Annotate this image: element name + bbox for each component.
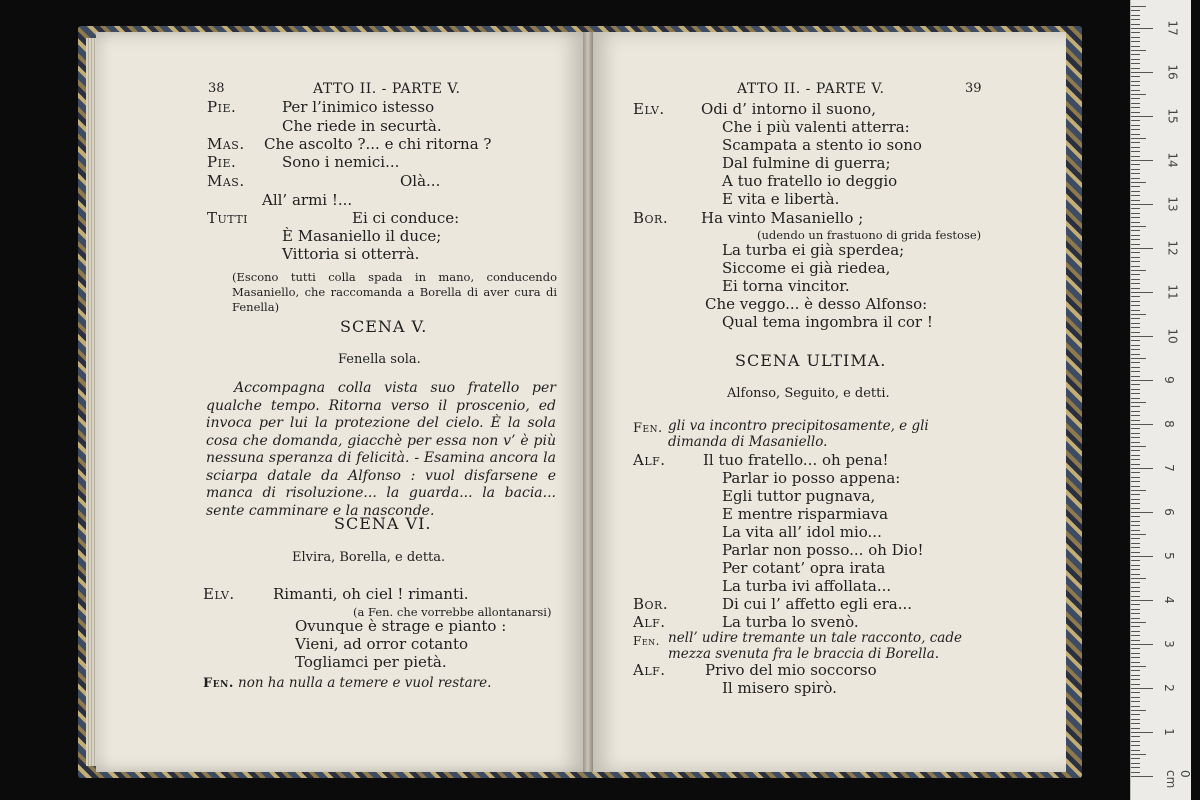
speaker-label: Pie. xyxy=(207,98,237,116)
ruler-tick xyxy=(1131,217,1140,218)
verse-line: E mentre risparmiava xyxy=(722,505,889,523)
ruler-tick xyxy=(1131,552,1140,553)
page-number: 39 xyxy=(965,81,982,96)
scene-cast: Elvira, Borella, e detta. xyxy=(292,550,446,565)
stage-direction: gli va incontro precipitosamente, e gli dimanda di Masaniello. xyxy=(668,418,929,450)
ruler-tick xyxy=(1131,534,1146,535)
verse-line: Che riede in securtà. xyxy=(282,117,442,135)
ruler-label: 2 xyxy=(1161,684,1176,692)
ruler-tick xyxy=(1131,94,1146,95)
verse-line: Parlar io posso appena: xyxy=(722,469,901,487)
ruler-label: 11 xyxy=(1165,284,1180,300)
ruler-tick xyxy=(1131,15,1140,16)
ruler-tick xyxy=(1131,116,1153,117)
ruler-tick xyxy=(1131,261,1140,262)
ruler-tick xyxy=(1131,10,1140,11)
ruler-tick xyxy=(1131,151,1140,152)
ruler-tick xyxy=(1131,692,1140,693)
speaker-label: Alf. xyxy=(633,661,666,679)
ruler-tick xyxy=(1131,503,1140,504)
ruler-tick xyxy=(1131,191,1140,192)
scene-cast: Alfonso, Seguito, e detti. xyxy=(727,386,890,401)
running-head: ATTO II. - PARTE V. xyxy=(313,81,461,97)
ruler-tick xyxy=(1131,129,1140,130)
ruler-label: 3 xyxy=(1161,640,1176,648)
ruler-tick xyxy=(1131,604,1140,605)
ruler-tick xyxy=(1131,706,1140,707)
ruler-tick xyxy=(1131,393,1140,394)
ruler-tick xyxy=(1131,54,1140,55)
ruler-tick xyxy=(1131,582,1140,583)
ruler-tick xyxy=(1131,613,1140,614)
ruler-tick xyxy=(1131,442,1140,443)
running-head: ATTO II. - PARTE V. xyxy=(737,81,885,97)
ruler-tick xyxy=(1131,213,1140,214)
verse-line: È Masaniello il duce; xyxy=(282,227,442,245)
ruler-tick xyxy=(1131,745,1140,746)
ruler-tick xyxy=(1131,50,1146,51)
speaker-label: Mas. xyxy=(207,172,245,190)
ruler-tick xyxy=(1131,662,1140,663)
ruler-tick xyxy=(1131,750,1140,751)
ruler-tick xyxy=(1131,46,1140,47)
verse-line: Privo del mio soccorso xyxy=(705,661,877,679)
ruler-label: 1 xyxy=(1161,728,1176,736)
speaker-label: Bor. xyxy=(633,595,669,613)
ruler-tick xyxy=(1131,327,1140,328)
ruler-tick xyxy=(1131,340,1140,341)
ruler-tick xyxy=(1131,252,1140,253)
verse-line: E vita e libertà. xyxy=(722,190,840,208)
ruler-tick xyxy=(1131,455,1140,456)
ruler-tick xyxy=(1131,76,1140,77)
ruler-tick xyxy=(1131,710,1146,711)
ruler-label: 0 cm xyxy=(1164,770,1192,789)
ruler-tick xyxy=(1131,301,1140,302)
speaker-label: Fen. xyxy=(633,634,660,648)
verse-line: Odi d’ intorno il suono, xyxy=(701,100,876,118)
verse-line: Che ascolto ?... e chi ritorna ? xyxy=(264,135,492,153)
ruler-tick xyxy=(1131,494,1140,495)
ruler-tick xyxy=(1131,468,1153,469)
ruler-tick xyxy=(1131,186,1140,187)
ruler-tick xyxy=(1131,574,1140,575)
ruler-label: 5 xyxy=(1161,552,1176,560)
ruler-tick xyxy=(1131,112,1140,113)
verse-line: Che veggo... è desso Alfonso: xyxy=(705,295,928,313)
ruler-tick xyxy=(1131,763,1140,764)
ruler-tick xyxy=(1131,336,1153,337)
ruler-tick xyxy=(1131,719,1140,720)
ruler-tick xyxy=(1131,679,1140,680)
ruler-tick xyxy=(1131,578,1146,579)
ruler-tick xyxy=(1131,160,1153,161)
ruler-tick xyxy=(1131,156,1140,157)
ruler-tick xyxy=(1131,512,1153,513)
ruler-tick xyxy=(1131,402,1146,403)
ruler-tick xyxy=(1131,684,1140,685)
verse-line: Di cui l’ affetto egli era... xyxy=(722,595,913,613)
ruler-tick xyxy=(1131,24,1140,25)
scene-cast: Fenella sola. xyxy=(338,352,421,367)
ruler-tick xyxy=(1131,28,1153,29)
ruler-tick xyxy=(1131,626,1140,627)
ruler-tick xyxy=(1131,63,1140,64)
verse-line: Togliamci per pietà. xyxy=(295,653,447,671)
ruler-tick xyxy=(1131,714,1140,715)
ruler-tick xyxy=(1131,266,1140,267)
ruler-tick xyxy=(1131,670,1140,671)
ruler-tick xyxy=(1131,248,1153,249)
ruler-tick xyxy=(1131,569,1140,570)
stage-direction: (Escono tutti colla spada in mano, conducendo Masaniello, che raccomanda a Borella di aver cura di Fenella) xyxy=(232,270,557,314)
stage-direction: (udendo un frastuono di grida festose) xyxy=(757,228,982,242)
speaker-label: Alf. xyxy=(633,451,666,469)
ruler-tick xyxy=(1131,208,1140,209)
ruler-tick xyxy=(1131,398,1140,399)
ruler-tick xyxy=(1131,292,1153,293)
ruler-tick xyxy=(1131,587,1140,588)
ruler-tick xyxy=(1131,204,1153,205)
ruler-tick xyxy=(1131,437,1140,438)
ruler-tick xyxy=(1131,384,1140,385)
ruler-tick xyxy=(1131,349,1140,350)
ruler-tick xyxy=(1131,521,1140,522)
ruler-tick xyxy=(1131,323,1140,324)
ruler-tick xyxy=(1131,433,1140,434)
ruler-tick xyxy=(1131,72,1153,73)
ruler-tick xyxy=(1131,609,1140,610)
ruler-tick xyxy=(1131,59,1140,60)
ruler-tick xyxy=(1131,235,1140,236)
ruler-tick xyxy=(1131,380,1153,381)
speaker-label: Tutti xyxy=(207,209,248,227)
ruler-tick xyxy=(1131,736,1140,737)
verse-line: Scampata a stento io sono xyxy=(722,136,922,154)
verse-line: Egli tuttor pugnava, xyxy=(722,487,876,505)
ruler-label: 6 xyxy=(1161,508,1176,516)
verse-line: Rimanti, oh ciel ! rimanti. xyxy=(273,585,469,603)
ruler-tick xyxy=(1131,296,1140,297)
ruler-tick xyxy=(1131,244,1140,245)
measurement-ruler xyxy=(1130,0,1191,800)
ruler-tick xyxy=(1131,446,1146,447)
verse-line: Ei torna vincitor. xyxy=(722,277,850,295)
ruler-tick xyxy=(1131,120,1140,121)
ruler-tick xyxy=(1131,728,1140,729)
ruler-tick xyxy=(1131,758,1140,759)
verse-line: Per cotant’ opra irata xyxy=(722,559,886,577)
ruler-label: 13 xyxy=(1165,196,1180,212)
page-number: 38 xyxy=(208,81,225,96)
ruler-tick xyxy=(1131,648,1140,649)
ruler-tick xyxy=(1131,450,1140,451)
ruler-tick xyxy=(1131,19,1140,20)
ruler-tick xyxy=(1131,90,1140,91)
verse-line: Ovunque è strage e pianto : xyxy=(295,617,507,635)
verse-line: Sono i nemici... xyxy=(282,153,400,171)
ruler-tick xyxy=(1131,556,1153,557)
ruler-tick xyxy=(1131,767,1140,768)
ruler-tick xyxy=(1131,675,1140,676)
verse-line: A tuo fratello io deggio xyxy=(722,172,898,190)
ruler-label: 4 xyxy=(1161,596,1176,604)
verse-line: Ei ci conduce: xyxy=(352,209,460,227)
ruler-tick xyxy=(1131,428,1140,429)
ruler-tick xyxy=(1131,318,1140,319)
ruler-tick xyxy=(1131,362,1140,363)
ruler-tick xyxy=(1131,332,1140,333)
ruler-tick xyxy=(1131,200,1140,201)
ruler-tick xyxy=(1131,81,1140,82)
ruler-tick xyxy=(1131,389,1140,390)
verse-line: La vita all’ idol mio... xyxy=(722,523,882,541)
ruler-tick xyxy=(1131,591,1140,592)
verse-line: Olà... xyxy=(400,172,441,190)
verse-line: Parlar non posso... oh Dio! xyxy=(722,541,924,559)
ruler-tick xyxy=(1131,195,1140,196)
ruler-tick xyxy=(1131,37,1140,38)
verse-line: Qual tema ingombra il cor ! xyxy=(722,313,933,331)
book-spine xyxy=(583,32,593,772)
ruler-tick xyxy=(1131,701,1140,702)
ruler-tick xyxy=(1131,173,1140,174)
ruler-tick xyxy=(1131,464,1140,465)
speaker-label: Fen. xyxy=(203,676,234,691)
ruler-tick xyxy=(1131,98,1140,99)
ruler-tick xyxy=(1131,543,1140,544)
speaker-label: Elv. xyxy=(203,585,235,603)
stage-direction: non ha nulla a temere e vuol restare. xyxy=(238,675,492,691)
ruler-tick xyxy=(1131,499,1140,500)
ruler-tick xyxy=(1131,477,1140,478)
ruler-tick xyxy=(1131,354,1140,355)
ruler-tick xyxy=(1131,622,1146,623)
ruler-tick xyxy=(1131,169,1140,170)
ruler-label: 9 xyxy=(1161,376,1176,384)
ruler-tick xyxy=(1131,565,1140,566)
ruler-tick xyxy=(1131,32,1140,33)
ruler-tick xyxy=(1131,481,1140,482)
ruler-tick xyxy=(1131,279,1140,280)
ruler-tick xyxy=(1131,666,1146,667)
ruler-tick xyxy=(1131,644,1153,645)
ruler-tick xyxy=(1131,138,1146,139)
ruler-tick xyxy=(1131,41,1140,42)
speaker-label: Pie. xyxy=(207,153,237,171)
verse-line: Dal fulmine di guerra; xyxy=(722,154,891,172)
ruler-tick xyxy=(1131,411,1140,412)
verse-line: Che i più valenti atterra: xyxy=(722,118,910,136)
ruler-tick xyxy=(1131,270,1146,271)
stage-direction: nell’ udire tremante un tale racconto, cade mezza svenuta fra le braccia di Borella. xyxy=(668,630,962,662)
ruler-tick xyxy=(1131,182,1146,183)
ruler-tick xyxy=(1131,345,1140,346)
ruler-tick xyxy=(1131,525,1140,526)
ruler-tick xyxy=(1131,776,1153,777)
verse-line: Ha vinto Masaniello ; xyxy=(701,209,864,227)
scene-title: SCENA ULTIMA. xyxy=(735,351,887,370)
ruler-tick xyxy=(1131,618,1140,619)
ruler-tick xyxy=(1131,596,1140,597)
scene-description: Accompagna colla vista suo fratello per qualche tempo. Ritorna verso il proscenio, ed invoca per lui la protezione del cielo. È la sola cosa che domanda, giacchè per essa non v’ è più nessuna speranza di felicità. - Esamina ancora la sciarpa datale da Alfonso : vuol disfarsene e manca di risoluzione... la guarda... la bacia... sente camminare e la nasconde. xyxy=(206,380,556,519)
ruler-label: 8 xyxy=(1161,420,1176,428)
verse-line: La turba ivi affollata... xyxy=(722,577,892,595)
ruler-tick xyxy=(1131,772,1140,773)
speaker-label: Fen. xyxy=(633,421,663,436)
verse-line: Il tuo fratello... oh pena! xyxy=(703,451,889,469)
ruler-label: 12 xyxy=(1165,240,1180,256)
speaker-label: Mas. xyxy=(207,135,245,153)
scene-title: SCENA V. xyxy=(340,317,428,336)
verse-line: La turba ei già sperdea; xyxy=(722,241,905,259)
ruler-tick xyxy=(1131,358,1146,359)
stage-direction: (a Fen. che vorrebbe allontanarsi) xyxy=(353,605,552,619)
verse-line: Il misero spirò. xyxy=(722,679,837,697)
ruler-tick xyxy=(1131,486,1140,487)
ruler-tick xyxy=(1131,103,1140,104)
ruler-tick xyxy=(1131,239,1140,240)
ruler-tick xyxy=(1131,222,1140,223)
ruler-tick xyxy=(1131,723,1140,724)
ruler-label: 15 xyxy=(1165,108,1180,124)
ruler-tick xyxy=(1131,85,1140,86)
ruler-tick xyxy=(1131,371,1140,372)
ruler-tick xyxy=(1131,134,1140,135)
ruler-tick xyxy=(1131,653,1140,654)
ruler-tick xyxy=(1131,125,1140,126)
ruler-tick xyxy=(1131,310,1140,311)
ruler-tick xyxy=(1131,226,1146,227)
ruler-tick xyxy=(1131,283,1140,284)
verse-line: Vieni, ad orror cotanto xyxy=(295,635,469,653)
ruler-label: 14 xyxy=(1165,152,1180,168)
ruler-tick xyxy=(1131,415,1140,416)
ruler-tick xyxy=(1131,732,1153,733)
ruler-tick xyxy=(1131,424,1153,425)
ruler-tick xyxy=(1131,274,1140,275)
verse-line: Per l’inimico istesso xyxy=(282,98,435,116)
ruler-tick xyxy=(1131,376,1140,377)
ruler-tick xyxy=(1131,68,1140,69)
ruler-label: 10 xyxy=(1165,328,1180,344)
ruler-tick xyxy=(1131,754,1146,755)
ruler-tick xyxy=(1131,164,1140,165)
ruler-tick xyxy=(1131,107,1140,108)
ruler-tick xyxy=(1131,508,1140,509)
verse-line: All’ armi !... xyxy=(262,191,353,209)
ruler-tick xyxy=(1131,600,1153,601)
ruler-tick xyxy=(1131,147,1140,148)
ruler-tick xyxy=(1131,406,1140,407)
verse-line: Vittoria si otterrà. xyxy=(282,245,420,263)
ruler-tick xyxy=(1131,6,1146,7)
ruler-label: 7 xyxy=(1161,464,1176,472)
ruler-tick xyxy=(1131,420,1140,421)
ruler-tick xyxy=(1131,560,1140,561)
ruler-tick xyxy=(1131,257,1140,258)
ruler-tick xyxy=(1131,490,1146,491)
ruler-tick xyxy=(1131,305,1140,306)
verse-line: Siccome ei già riedea, xyxy=(722,259,891,277)
ruler-tick xyxy=(1131,657,1140,658)
scene-title: SCENA VI. xyxy=(334,514,432,533)
ruler-tick xyxy=(1131,230,1140,231)
ruler-tick xyxy=(1131,640,1140,641)
ruler-tick xyxy=(1131,538,1140,539)
ruler-tick xyxy=(1131,530,1140,531)
speaker-label: Alf. xyxy=(633,613,666,631)
ruler-label: 17 xyxy=(1165,20,1180,36)
ruler-tick xyxy=(1131,288,1140,289)
ruler-tick xyxy=(1131,688,1153,689)
ruler-tick xyxy=(1131,367,1140,368)
ruler-tick xyxy=(1131,547,1140,548)
ruler-tick xyxy=(1131,314,1146,315)
ruler-tick xyxy=(1131,635,1140,636)
ruler-tick xyxy=(1131,472,1140,473)
ruler-tick xyxy=(1131,697,1140,698)
ruler-tick xyxy=(1131,631,1140,632)
speaker-label: Bor. xyxy=(633,209,669,227)
ruler-tick xyxy=(1131,459,1140,460)
ruler-tick xyxy=(1131,741,1140,742)
verse-line: La turba lo svenò. xyxy=(722,613,859,631)
ruler-tick xyxy=(1131,516,1140,517)
ruler-tick xyxy=(1131,178,1140,179)
ruler-label: 16 xyxy=(1165,64,1180,80)
speaker-label: Elv. xyxy=(633,100,665,118)
ruler-tick xyxy=(1131,142,1140,143)
